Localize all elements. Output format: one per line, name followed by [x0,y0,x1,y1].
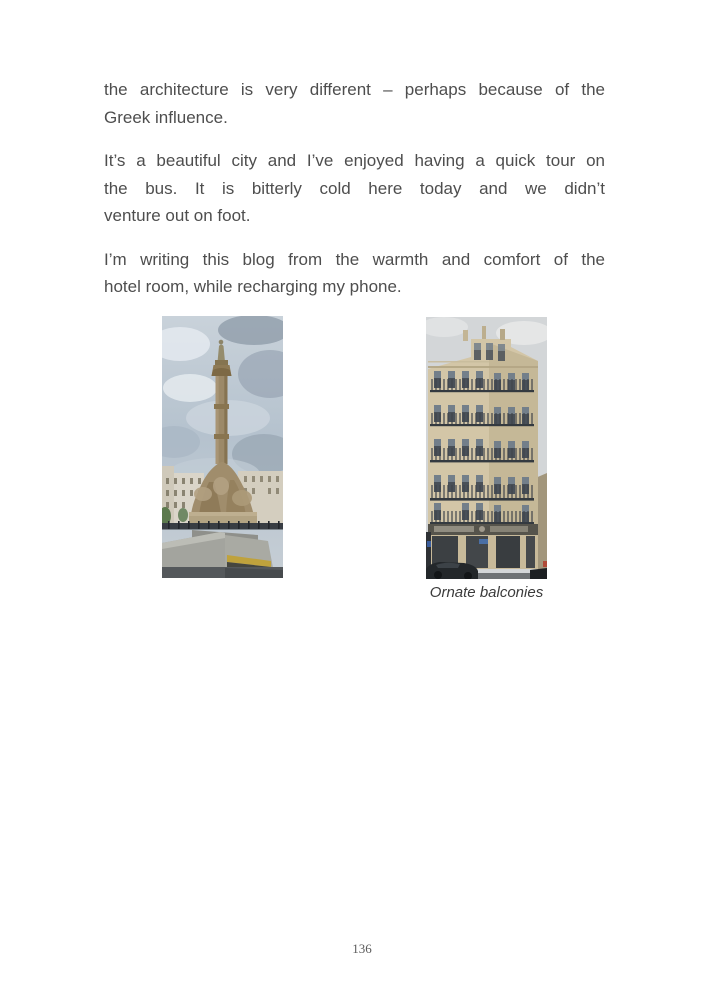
text-line: I’m writing this blog from the warmth and comfort of the [104,249,605,269]
text-line: the bus. It is bitterly cold here today and we didn’t [104,178,605,198]
photo-monument-column [162,316,283,578]
paragraph-2 [104,147,605,230]
text-line: venture out on foot. [104,206,251,225]
monument-photo-illustration [162,316,283,578]
text-line: It’s a beautiful city and I’ve enjoyed having a quick tour on [104,151,605,170]
page-number: 136 [352,941,372,956]
paragraph-3 [104,246,605,301]
text-line: Greek influence. [104,107,228,127]
text-line: hotel room, while recharging my phone. [104,277,402,296]
text-line: the architecture is very different – perhaps because of the [104,80,605,99]
paragraph-1 [104,76,605,131]
photo-ornate-balconies [426,317,547,579]
body-text [104,76,605,317]
figure-caption: Ornate balconies [429,584,544,601]
balconies-photo-illustration [426,317,547,579]
